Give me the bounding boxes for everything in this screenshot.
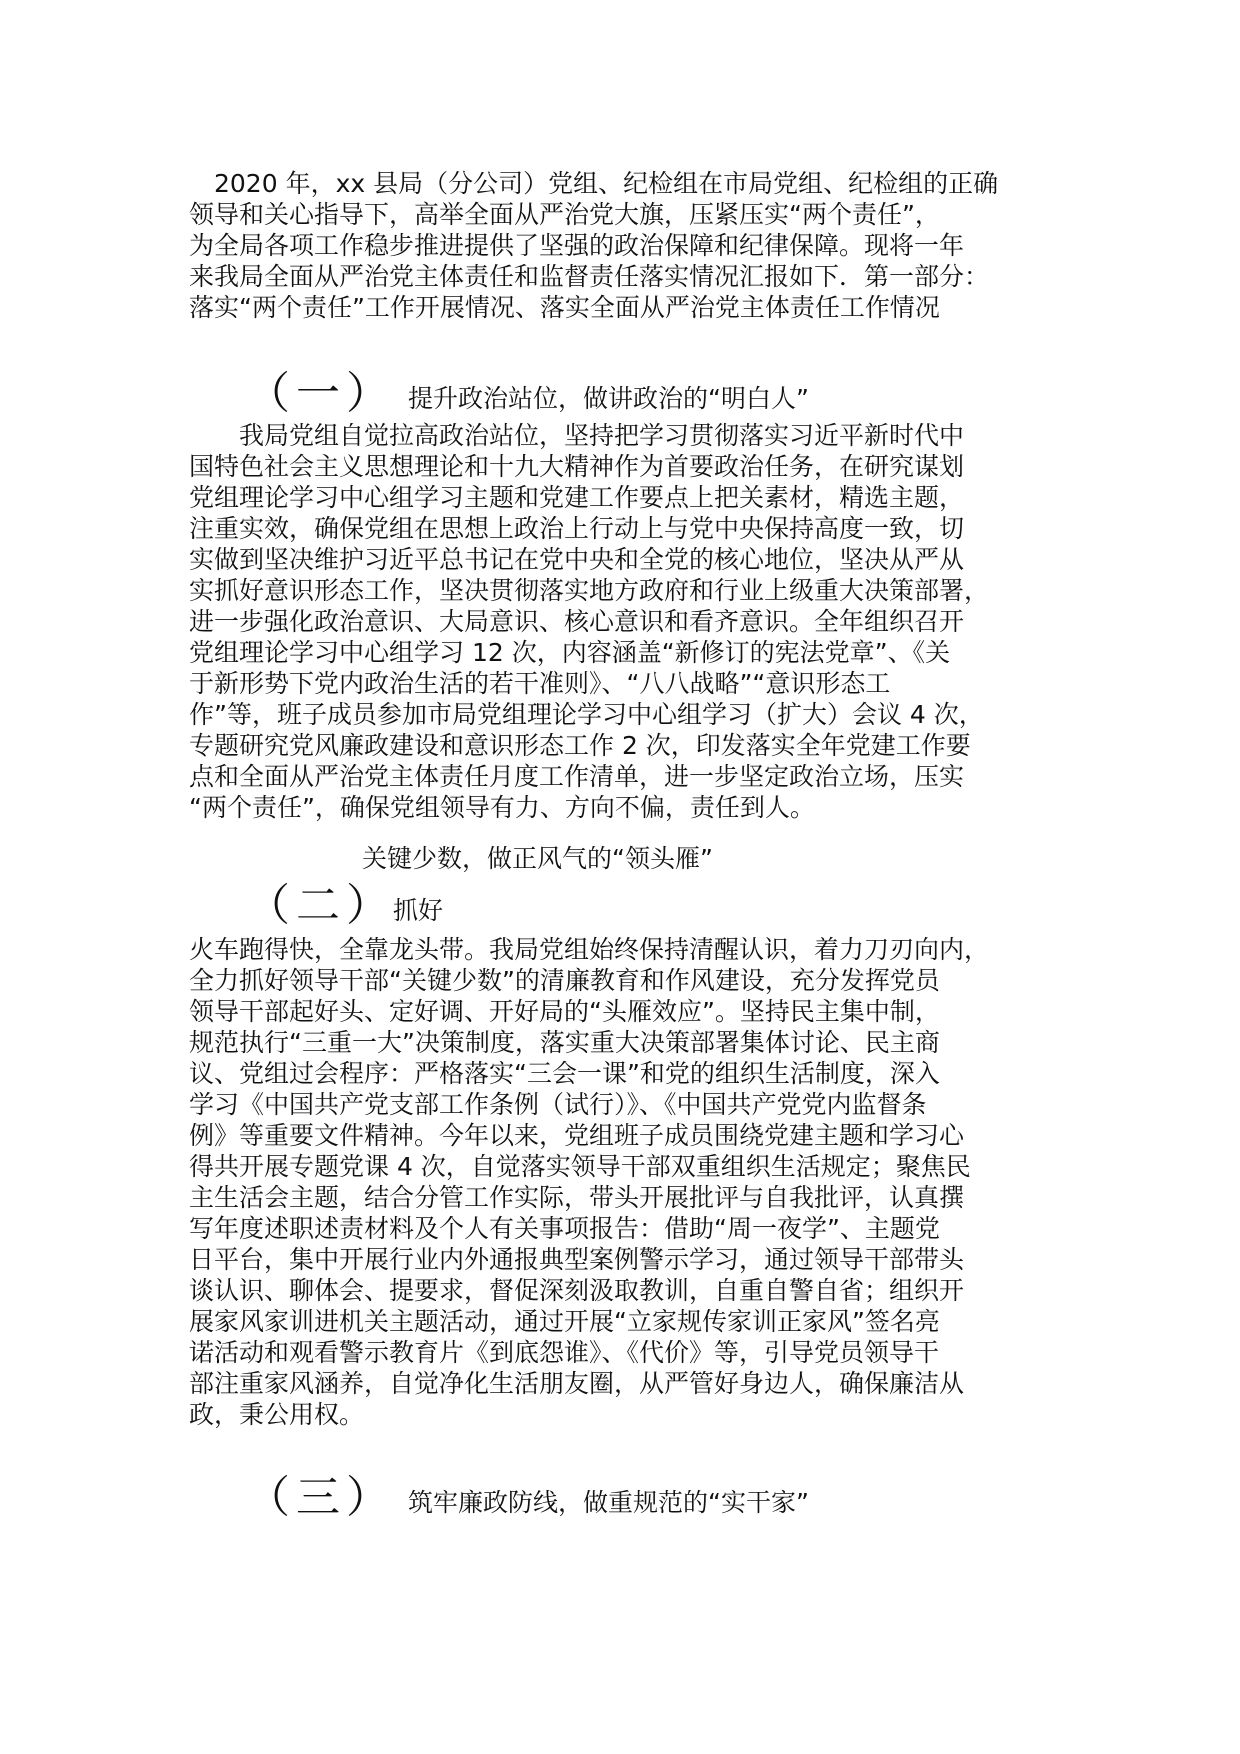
intro-paragraph bbox=[189, 168, 1069, 323]
text-line: 我局党组自觉拉高政治站位，坚持把学习贯彻落实习近平新时代中 bbox=[189, 421, 965, 450]
text-line: 为全局各项工作稳步推进提供了坚强的政治保障和纪律保障。现将一年 bbox=[189, 231, 965, 260]
text-line: 全力抓好领导干部“关键少数”的清廉教育和作风建设，充分发挥党员 bbox=[189, 966, 940, 995]
text-line: 领导干部起好头、定好调、开好局的“头雁效应”。坚持民主集中制， bbox=[189, 997, 940, 1026]
text-line: 例》等重要文件精神。今年以来，党组班子成员围绕党建主题和学习心 bbox=[189, 1121, 965, 1150]
text-line: 2020 年，xx 县局（分公司）党组、纪检组在市局党组、纪检组的正确 bbox=[189, 169, 999, 198]
text-line: 规范执行“三重一大”决策制度，落实重大决策部署集体讨论、民主商 bbox=[189, 1028, 940, 1057]
text-line: 点和全面从严治党主体责任月度工作清单，进一步坚定政治立场，压实 bbox=[189, 762, 965, 791]
text-line: 展家风家训进机关主题活动，通过开展“立家规传家训正家风”签名亮 bbox=[189, 1307, 940, 1336]
text-line: 落实“两个责任”工作开展情况、落实全面从严治党主体责任工作情况 bbox=[189, 293, 940, 322]
text-line: 火车跑得快，全靠龙头带。我局党组始终保持清醒认识，着力刀刃向内， bbox=[189, 935, 990, 964]
text-line: 政，秉公用权。 bbox=[189, 1400, 365, 1429]
text-line: 党组理论学习中心组学习主题和党建工作要点上把关素材，精选主题， bbox=[189, 483, 965, 512]
text-line: 写年度述职述责材料及个人有关事项报告：借助“周一夜学”、主题党 bbox=[189, 1214, 940, 1243]
text-line: 议、党组过会程序：严格落实“三会一课”和党的组织生活制度，深入 bbox=[189, 1059, 940, 1088]
section-3-title: 筑牢廉政防线，做重规范的“实干家” bbox=[408, 1488, 809, 1517]
text-line: “两个责任”，确保党组领导有力、方向不偏，责任到人。 bbox=[189, 793, 815, 822]
text-line: 国特色社会主义思想理论和十九大精神作为首要政治任务，在研究谋划 bbox=[189, 452, 965, 481]
section-1-body bbox=[189, 420, 1069, 823]
section-2-title-part-1: 关键少数，做正风气的“领头雁” bbox=[362, 844, 713, 873]
text-line: 于新形势下党内政治生活的若干准则》、“八八战略”“意识形态工 bbox=[189, 669, 891, 698]
text-line: 谈认识、聊体会、提要求，督促深刻汲取教训，自重自警自省；组织开 bbox=[189, 1276, 965, 1305]
section-2-body bbox=[189, 934, 1069, 1430]
text-line: 来我局全面从严治党主体责任和监督责任落实情况汇报如下．第一部分： bbox=[189, 262, 990, 291]
section-2-number: （二） bbox=[246, 880, 396, 931]
text-line: 学习《中国共产党支部工作条例（试行）》、《中国共产党党内监督条 bbox=[189, 1090, 927, 1119]
section-1-title: 提升政治站位，做讲政治的“明白人” bbox=[408, 384, 809, 413]
text-line: 日平台，集中开展行业内外通报典型案例警示学习，通过领导干部带头 bbox=[189, 1245, 965, 1274]
text-line: 部注重家风涵养，自觉净化生活朋友圈，从严管好身边人，确保廉洁从 bbox=[189, 1369, 965, 1398]
text-line: 党组理论学习中心组学习 12 次，内容涵盖“新修订的宪法党章”、《关 bbox=[189, 638, 951, 667]
text-line: 实抓好意识形态工作，坚决贯彻落实地方政府和行业上级重大决策部署， bbox=[189, 576, 990, 605]
text-line: 作”等，班子成员参加市局党组理论学习中心组学习（扩大）会议 4 次， bbox=[189, 700, 984, 729]
text-line: 实做到坚决维护习近平总书记在党中央和全党的核心地位，坚决从严从 bbox=[189, 545, 965, 574]
section-1-number: （一） bbox=[246, 368, 396, 419]
section-3-number: （三） bbox=[246, 1472, 396, 1523]
text-line: 领导和关心指导下，高举全面从严治党大旗，压紧压实“两个责任”， bbox=[189, 200, 940, 229]
section-2-title-part-2: 抓好 bbox=[393, 896, 444, 925]
text-line: 得共开展专题党课 4 次，自觉落实领导干部双重组织生活规定；聚焦民 bbox=[189, 1152, 971, 1181]
text-line: 注重实效，确保党组在思想上政治上行动上与党中央保持高度一致，切 bbox=[189, 514, 965, 543]
text-line: 主生活会主题，结合分管工作实际，带头开展批评与自我批评，认真撰 bbox=[189, 1183, 965, 1212]
text-line: 进一步强化政治意识、大局意识、核心意识和看齐意识。全年组织召开 bbox=[189, 607, 965, 636]
text-line: 专题研究党风廉政建设和意识形态工作 2 次，印发落实全年党建工作要 bbox=[189, 731, 971, 760]
text-line: 诺活动和观看警示教育片《到底怨谁》、《代价》等，引导党员领导干 bbox=[189, 1338, 940, 1367]
